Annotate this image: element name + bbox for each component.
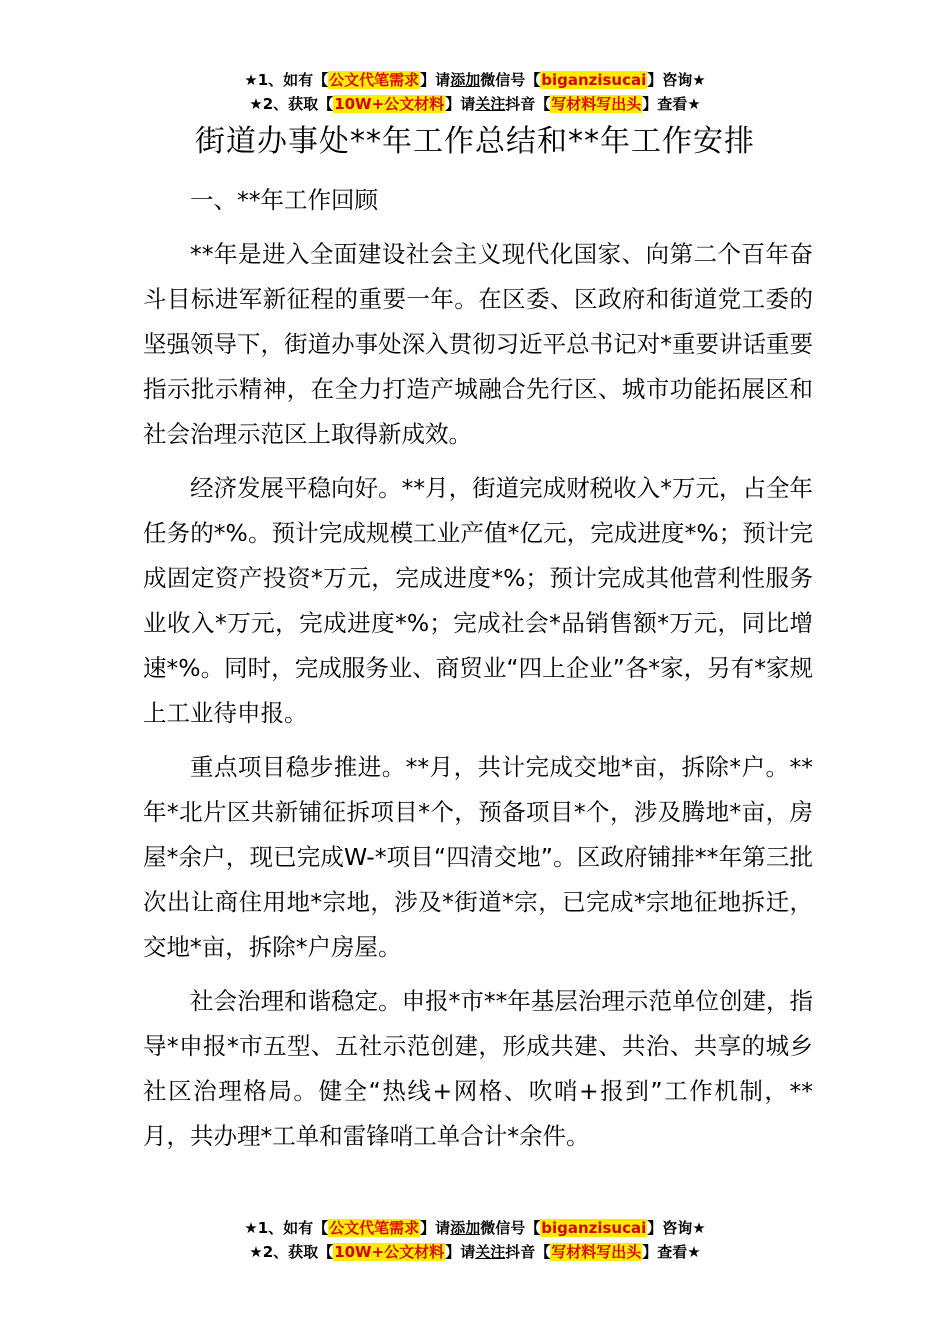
top-promo-banner [0,68,950,116]
promo-text: 】请 [420,1219,451,1237]
promo-highlight: 公文代笔需求 [329,1219,420,1237]
paragraph-intro: **年是进入全面建设社会主义现代化国家、向第二个百年奋斗目标进军新征程的重要一年。在区委、区政府和街道党工委的坚强领导下，街道办事处深入贯彻习近平总书记对*重要讲话重要指示批示精神，在全力打造产城融合先行区、城市功能拓展区和社会治理示范区上取得新成效。 [143,240,813,448]
promo-highlight: 10W+公文材料 [334,1243,445,1261]
promo-text: 抖音【 [505,95,551,113]
promo-wechat-id: biganzisucai [541,71,647,89]
promo-text: 】咨询★ [647,71,706,89]
promo-text: ★1、如有【 [244,1219,329,1237]
document-body [143,178,813,1168]
promo-underlined-text: 关注 [475,1243,506,1261]
paragraph-economy: 经济发展平稳向好。**月，街道完成财税收入*万元，占全年任务的*%。预计完成规模工业产值*亿元，完成进度*%；预计完成固定资产投资*万元，完成进度*%；预计完成其他营利性服务业收入*万元，完成进度*%；完成社会*品销售额*万元，同比增速*%。同时，完成服务业、商贸业“四上企业”各*家，另有*家规上工业待申报。 [143,474,813,727]
promo-line-1 [0,68,950,92]
promo-highlight: 10W+公文材料 [334,95,445,113]
promo-line-2 [0,92,950,116]
promo-text: 】请 [420,71,451,89]
promo-text: 微信号【 [480,71,541,89]
paragraph-projects: 重点项目稳步推进。**月，共计完成交地*亩，拆除*户。**年*北片区共新铺征拆项目*个，预备项目*个，涉及腾地*亩，房屋*余户，现已完成W-*项目“四清交地”。区政府铺排**年第三批次出让商住用地*宗地，涉及*街道*宗，已完成*宗地征地拆迁，交地*亩，拆除*户房屋。 [143,753,813,961]
promo-text: ★1、如有【 [244,71,329,89]
promo-text: 抖音【 [505,1243,551,1261]
promo-underlined-text: 关注 [475,95,506,113]
promo-text: 】查看★ [642,95,701,113]
promo-text: 】查看★ [642,1243,701,1261]
promo-line-1 [0,1216,950,1240]
section-heading: 一、**年工作回顾 [190,186,378,214]
promo-text: 微信号【 [480,1219,541,1237]
promo-line-2 [0,1240,950,1264]
promo-underlined-text: 添加 [450,1219,481,1237]
document-title: 街道办事处**年工作总结和**年工作安排 [195,124,755,159]
promo-highlight: 公文代笔需求 [329,71,420,89]
bottom-promo-banner [0,1216,950,1264]
promo-text: 】请 [445,95,476,113]
promo-text: 】咨询★ [647,1219,706,1237]
promo-douyin-account: 写材料写出头 [551,1243,642,1261]
promo-wechat-id: biganzisucai [541,1219,647,1237]
promo-text: ★2、获取【 [249,1243,334,1261]
promo-text: 】请 [445,1243,476,1261]
promo-text: ★2、获取【 [249,95,334,113]
promo-douyin-account: 写材料写出头 [551,95,642,113]
promo-underlined-text: 添加 [450,71,481,89]
paragraph-governance: 社会治理和谐稳定。申报*市**年基层治理示范单位创建，指导*申报*市五型、五社示范创建，形成共建、共治、共享的城乡社区治理格局。健全“热线+网格、吹哨+报到”工作机制，**月，共办理*工单和雷锋哨工单合计*余件。 [143,987,813,1150]
